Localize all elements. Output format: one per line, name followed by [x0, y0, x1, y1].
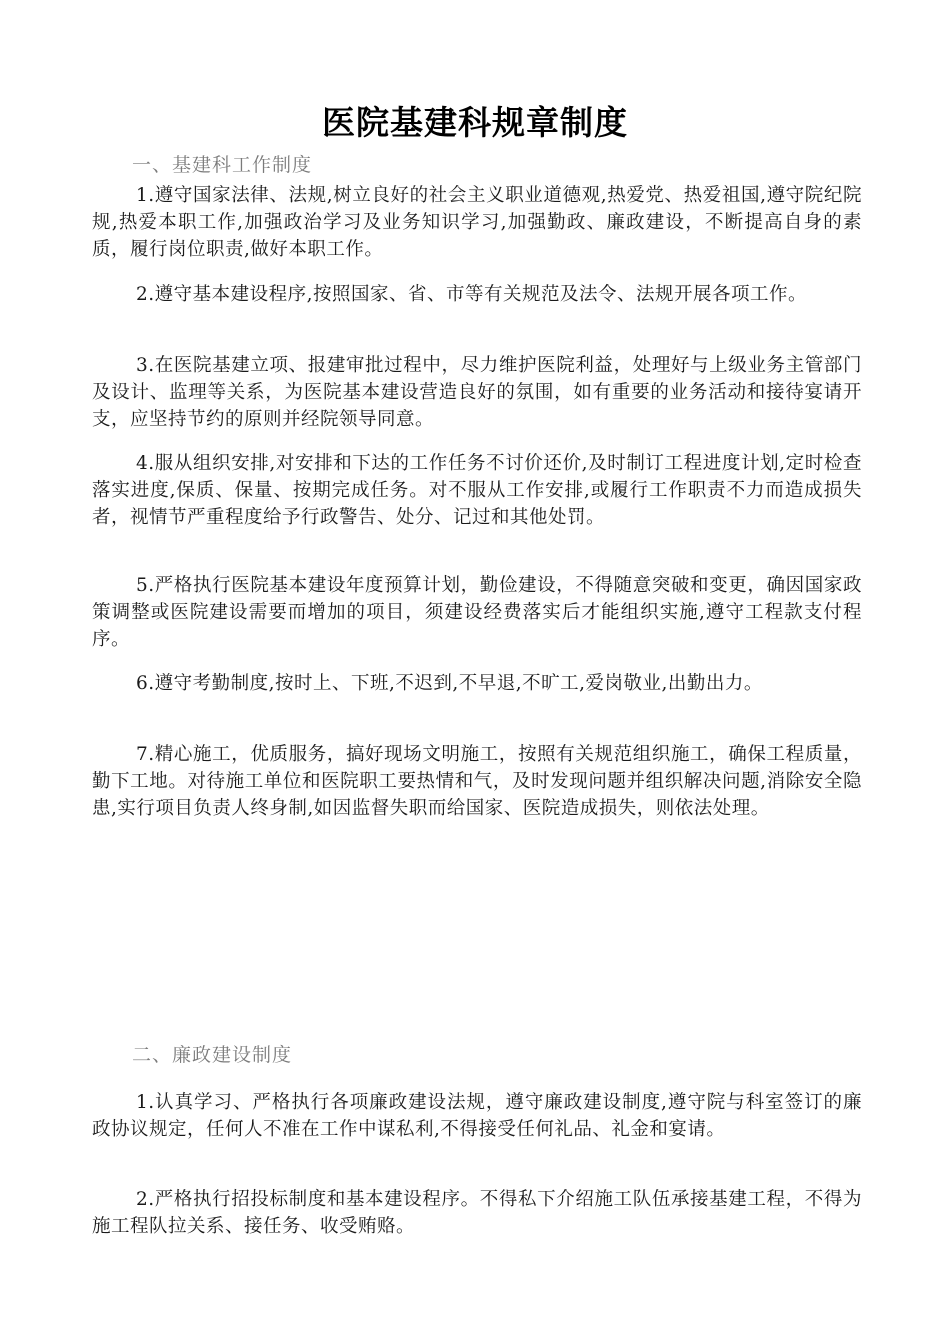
document-title: 医院基建科规章制度: [322, 103, 628, 142]
work-rule-item-4: 4.服从组织安排,对安排和下达的工作任务不讨价还价,及时制订工程进度计划,定时检查落实进度,保质、保量、按期完成任务。对不服从工作安排,或履行工作职责不力而造成损失者，视情节严重程度给予行政警告、处分、记过和其他处罚。: [92, 453, 862, 528]
work-rule-item-6: 6.遵守考勤制度,按时上、下班,不迟到,不早退,不旷工,爱岗敬业,出勤出力。: [136, 673, 763, 694]
section-heading-work-rules: 一、基建科工作制度: [132, 154, 313, 176]
integrity-rule-item-2: 2.严格执行招投标制度和基本建设程序。不得私下介绍施工队伍承接基建工程，不得为施工程队拉关系、接任务、收受贿赂。: [92, 1189, 862, 1237]
section-heading-integrity-rules: 二、廉政建设制度: [132, 1044, 293, 1066]
integrity-rule-item-1: 1.认真学习、严格执行各项廉政建设法规，遵守廉政建设制度,遵守院与科室签订的廉政协议规定，任何人不准在工作中谋私利,不得接受任何礼品、礼金和宴请。: [92, 1092, 862, 1140]
work-rule-item-3: 3.在医院基建立项、报建审批过程中，尽力维护医院利益，处理好与上级业务主管部门及设计、监理等关系，为医院基本建设营造良好的氛围，如有重要的业务活动和接待宴请开支，应坚持节约的原则并经院领导同意。: [92, 355, 862, 430]
work-rule-item-1: 1.遵守国家法律、法规,树立良好的社会主义职业道德观,热爱党、热爱祖国,遵守院纪院规,热爱本职工作,加强政治学习及业务知识学习,加强勤政、廉政建设，不断提高自身的素质，履行岗位职责,做好本职工作。: [92, 185, 862, 260]
work-rule-item-5: 5.严格执行医院基本建设年度预算计划，勤俭建设，不得随意突破和变更，确因国家政策调整或医院建设需要而增加的项目，须建设经费落实后才能组织实施,遵守工程款支付程序。: [92, 575, 862, 650]
work-rule-item-7: 7.精心施工，优质服务，搞好现场文明施工，按照有关规范组织施工，确保工程质量，勤下工地。对待施工单位和医院职工要热情和气，及时发现问题并组织解决问题,消除安全隐患,实行项目负责人终身制,如因监督失职而给国家、医院造成损失，则依法处理。: [92, 744, 862, 819]
work-rule-item-2: 2.遵守基本建设程序,按照国家、省、市等有关规范及法令、法规开展各项工作。: [136, 284, 808, 305]
